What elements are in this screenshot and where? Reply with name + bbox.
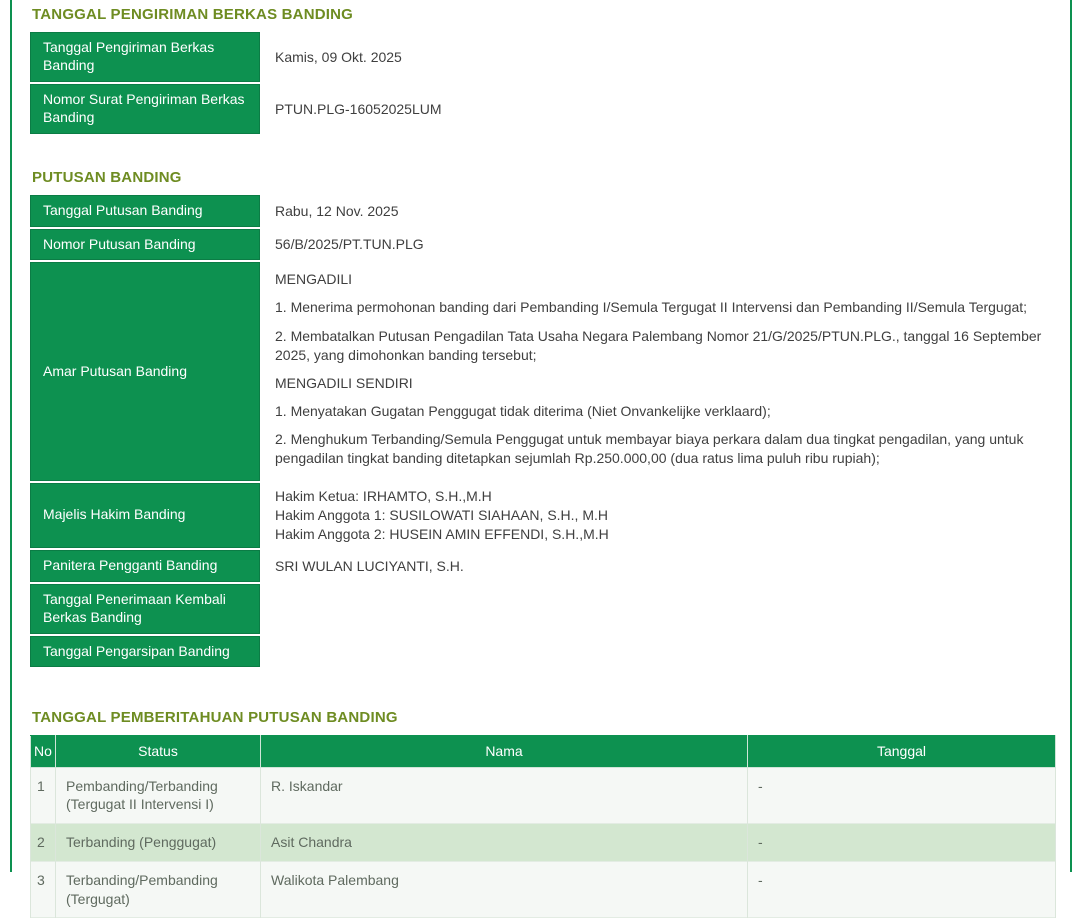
field-value: PTUN.PLG-16052025LUM xyxy=(275,100,442,117)
field-label: Tanggal Penerimaan Kembali Berkas Banding xyxy=(30,584,260,634)
amar-paragraph: 1. Menyatakan Gugatan Penggugat tidak diterima (Niet Onvankelijke verklaard); xyxy=(275,402,771,419)
field-value: Kamis, 09 Okt. 2025 xyxy=(275,48,402,65)
field-label: Amar Putusan Banding xyxy=(30,262,260,480)
field-label: Tanggal Pengiriman Berkas Banding xyxy=(30,32,260,82)
section-title-pemberitahuan: TANGGAL PEMBERITAHUAN PUTUSAN BANDING xyxy=(32,709,398,727)
column-header-tanggal: Tanggal xyxy=(748,736,1056,767)
kv-row-nomor-surat xyxy=(30,84,1056,134)
field-label: Panitera Pengganti Banding xyxy=(30,550,260,582)
spacer xyxy=(30,669,1056,709)
cell-no: 2 xyxy=(31,824,56,862)
amar-paragraph: MENGADILI xyxy=(275,271,353,288)
cell-status: Terbanding (Penggugat) xyxy=(56,824,261,862)
amar-paragraph: 2. Menghukum Terbanding/Semula Penggugat untuk membayar biaya perkara dalam dua tingkat pengadilan, yang untuk pengadilan tingkat banding ditetapkan sejumlah Rp.250.000,00 (dua ratus lima puluh ribu rupiah); xyxy=(275,430,1024,466)
cell-nama: Asit Chandra xyxy=(261,824,748,862)
kv-row-penerimaan-kembali xyxy=(30,584,1056,634)
hakim-anggota-1: Hakim Anggota 1: SUSILOWATI SIAHAAN, S.H., M.H xyxy=(275,506,608,523)
table-row xyxy=(31,824,1056,862)
column-header-nama: Nama xyxy=(261,736,748,767)
cell-no: 3 xyxy=(31,861,56,918)
table-row xyxy=(31,861,1056,918)
field-label: Tanggal Putusan Banding xyxy=(30,195,260,227)
kv-row-nomor-putusan xyxy=(30,229,1056,261)
section-pemberitahuan xyxy=(30,709,1056,918)
cell-tanggal: - xyxy=(748,861,1056,918)
kv-row-majelis-hakim xyxy=(30,483,1056,548)
cell-tanggal: - xyxy=(748,767,1056,824)
putusan-table xyxy=(30,195,1056,668)
table-row xyxy=(31,767,1056,824)
section-title-putusan: PUTUSAN BANDING xyxy=(32,168,182,186)
amar-paragraph: 2. Membatalkan Putusan Pengadilan Tata Usaha Negara Palembang Nomor 21/G/2025/PTUN.PLG., tanggal 16 September 2025, yang dimohonkan banding tersebut; xyxy=(275,327,1042,363)
kv-row-tanggal-pengiriman xyxy=(30,32,1056,82)
cell-no: 1 xyxy=(31,767,56,824)
hakim-ketua: Hakim Ketua: IRHAMTO, S.H.,M.H xyxy=(275,487,492,504)
kv-row-pengarsipan xyxy=(30,636,1056,668)
field-value: Rabu, 12 Nov. 2025 xyxy=(275,202,399,219)
field-value-amar xyxy=(260,262,1056,480)
cell-status: Terbanding/Pembanding (Tergugat) xyxy=(56,861,261,918)
cell-nama: Walikota Palembang xyxy=(261,861,748,918)
amar-paragraph: 1. Menerima permohonan banding dari Pembanding I/Semula Tergugat II Intervensi dan Pembanding II/Semula Tergugat; xyxy=(275,299,1028,316)
field-label: Majelis Hakim Banding xyxy=(30,483,260,548)
section-title-pengiriman: TANGGAL PENGIRIMAN BERKAS BANDING xyxy=(32,6,354,23)
pengiriman-table xyxy=(30,32,1056,134)
section-pengiriman-berkas xyxy=(30,6,1056,134)
kv-row-panitera xyxy=(30,550,1056,582)
pemberitahuan-table xyxy=(30,735,1056,918)
hakim-anggota-2: Hakim Anggota 2: HUSEIN AMIN EFFENDI, S.H.,M.H xyxy=(275,525,609,542)
cell-tanggal: - xyxy=(748,824,1056,862)
field-label: Tanggal Pengarsipan Banding xyxy=(30,636,260,668)
cell-status: Pembanding/Terbanding (Tergugat II Intervensi I) xyxy=(56,767,261,824)
cell-nama: R. Iskandar xyxy=(261,767,748,824)
field-value: 56/B/2025/PT.TUN.PLG xyxy=(275,236,424,253)
field-value xyxy=(260,636,1056,668)
kv-row-amar-putusan xyxy=(30,262,1056,480)
column-header-no: No xyxy=(31,736,56,767)
amar-paragraph: MENGADILI SENDIRI xyxy=(275,374,413,391)
column-header-status: Status xyxy=(56,736,261,767)
case-detail-panel xyxy=(10,0,1072,907)
field-value: SRI WULAN LUCIYANTI, S.H. xyxy=(275,557,464,574)
pemberitahuan-table-header xyxy=(31,736,1056,767)
spacer xyxy=(30,136,1056,169)
section-putusan-banding xyxy=(30,169,1056,668)
field-label: Nomor Surat Pengiriman Berkas Banding xyxy=(30,84,260,134)
field-label: Nomor Putusan Banding xyxy=(30,229,260,261)
field-value xyxy=(260,584,1056,634)
kv-row-tanggal-putusan xyxy=(30,195,1056,227)
field-value-majelis xyxy=(260,483,1056,548)
